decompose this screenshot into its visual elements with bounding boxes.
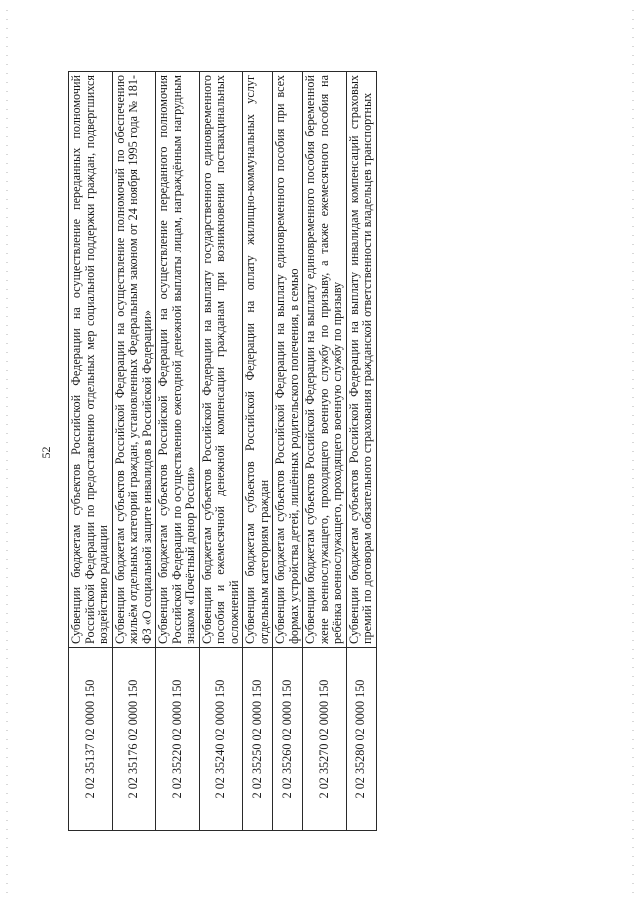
income-description: Субвенции бюджетам субъектов Российской Федерации на осуществление переданного полномочия Российской Федерации по осуществлению ежегодной денежной выплаты лицам, награждённым нагрудным знаком «Почётный донор России»: [156, 72, 200, 648]
income-description: Субвенции бюджетам субъектов Российской Федерации на осуществление полномочий по обеспечению жильём отдельных категорий граждан, установленных Федеральным законом от 24 ноября 1995 года № 181-ФЗ «О социальной защите инвалидов в Российской Федерации»: [112, 72, 156, 648]
budget-classification-code: 2 02 35250 02 0000 150: [243, 648, 273, 831]
table-row: [156, 72, 200, 831]
budget-classification-code: 2 02 35270 02 0000 150: [303, 648, 347, 831]
table-row: [273, 72, 303, 831]
budget-classification-code: 2 02 35137 02 0000 150: [69, 648, 113, 831]
table-row: [112, 72, 156, 831]
budget-classification-code: 2 02 35280 02 0000 150: [346, 648, 376, 831]
budget-classification-code: 2 02 35260 02 0000 150: [273, 648, 303, 831]
income-description: Субвенции бюджетам субъектов Российской Федерации на оплату жилищно-коммунальных услуг отдельным категориям граждан: [243, 72, 273, 648]
table-row: [69, 72, 113, 831]
income-description: Субвенции бюджетам субъектов Российской Федерации на выплату единовременного пособия при всех формах устройства детей, лишённых родительского попечения, в семью: [273, 72, 303, 648]
budget-classification-code: 2 02 35176 02 0000 150: [112, 648, 156, 831]
page-number: 52: [39, 446, 53, 459]
table-row: [199, 72, 243, 831]
income-description: Субвенции бюджетам субъектов Российской Федерации на осуществление переданных полномочий Российской Федерации по предоставлению отдельных мер социальной поддержки граждан, подвергшихся воздействию радиации: [69, 72, 113, 648]
budget-classification-code: 2 02 35220 02 0000 150: [156, 648, 200, 831]
income-description: Субвенции бюджетам субъектов Российской Федерации на выплату инвалидам компенсаций страховых премий по договорам обязательного страхования гражданской ответственности владельцев транспортных: [346, 72, 376, 648]
table-row: [303, 72, 347, 831]
budget-classification-code: 2 02 35240 02 0000 150: [199, 648, 243, 831]
income-description: Субвенции бюджетам субъектов Российской Федерации на выплату единовременного пособия беременной жене военнослужащего, проходящего военную службу по призыву, а также ежемесячного пособия на ребёнка военнослужащего, проходящего военную службу по призыву: [303, 72, 347, 648]
table-row: [346, 72, 376, 831]
table-body: [69, 72, 377, 831]
income-description: Субвенции бюджетам субъектов Российской Федерации на выплату государственного единовременного пособия и ежемесячной денежной компенсации гражданам при возникновении поствакцинальных осложнений: [199, 72, 243, 648]
table-row: [243, 72, 273, 831]
subventions-table: [68, 71, 377, 831]
